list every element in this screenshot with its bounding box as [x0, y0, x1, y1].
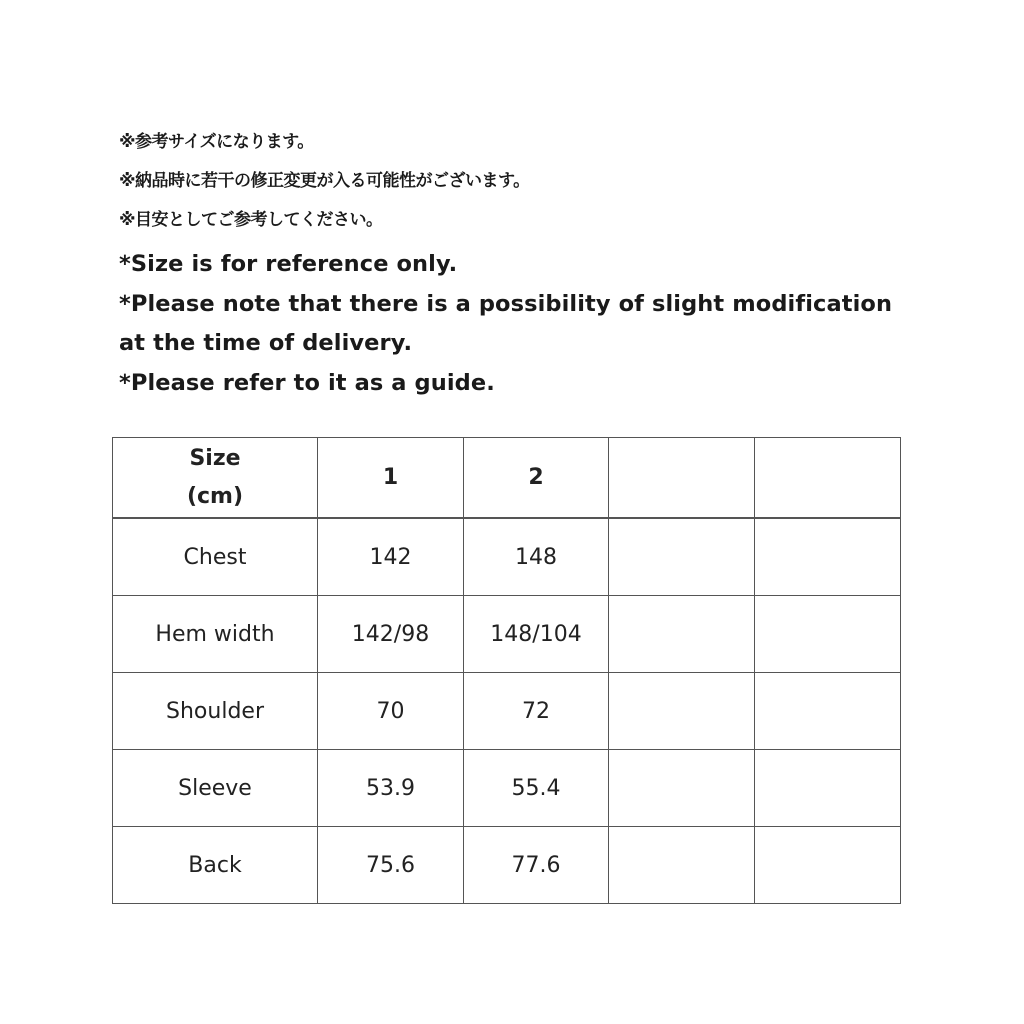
header-cell-size [113, 438, 318, 519]
header-unit-label: (cm) [186, 483, 244, 509]
header-cell-empty-4 [755, 438, 901, 519]
table-cell [755, 827, 901, 904]
table-cell [755, 518, 901, 596]
size-notes [119, 128, 919, 403]
note-modification-en: *Please note that there is a possibility of slight modification [119, 290, 893, 317]
note-reference-size-en: *Size is for reference only. [119, 251, 458, 277]
note-guide-jp: ※目安としてご参考してください。 [119, 210, 383, 230]
table-header-row [113, 438, 901, 519]
note-modification-jp: ※納品時に若干の修正変更が入る可能性がございます。 [119, 171, 530, 191]
header-cell-size-2: 2 [464, 438, 609, 519]
note-reference-size-jp: ※参考サイズになります。 [119, 132, 314, 152]
table-row-hem-width [113, 596, 901, 673]
header-cell-empty-3 [609, 438, 755, 519]
table-cell: 148/104 [464, 596, 609, 673]
table-cell [609, 518, 755, 596]
table-cell: 142/98 [318, 596, 464, 673]
table-cell: 55.4 [464, 750, 609, 827]
table-cell: 148 [464, 518, 609, 596]
table-cell [755, 673, 901, 750]
row-label: Sleeve [113, 750, 318, 827]
header-size-label: Size [189, 445, 241, 471]
size-table [112, 437, 901, 904]
row-label: Back [113, 827, 318, 904]
table-row-back [113, 827, 901, 904]
table-cell [755, 750, 901, 827]
row-label: Hem width [113, 596, 318, 673]
table-cell: 70 [318, 673, 464, 750]
table-cell [755, 596, 901, 673]
header-cell-size-1: 1 [318, 438, 464, 519]
table-cell: 77.6 [464, 827, 609, 904]
table-cell: 142 [318, 518, 464, 596]
table-cell: 72 [464, 673, 609, 750]
table-cell [609, 827, 755, 904]
table-cell [609, 750, 755, 827]
note-guide-en: *Please refer to it as a guide. [119, 369, 495, 396]
row-label: Shoulder [113, 673, 318, 750]
table-row-sleeve [113, 750, 901, 827]
row-label: Chest [113, 518, 318, 596]
table-row-shoulder [113, 673, 901, 750]
table-cell: 53.9 [318, 750, 464, 827]
note-modification-en-cont: at the time of delivery. [119, 330, 413, 356]
table-cell [609, 673, 755, 750]
table-cell [609, 596, 755, 673]
table-row-chest [113, 518, 901, 596]
table-cell: 75.6 [318, 827, 464, 904]
